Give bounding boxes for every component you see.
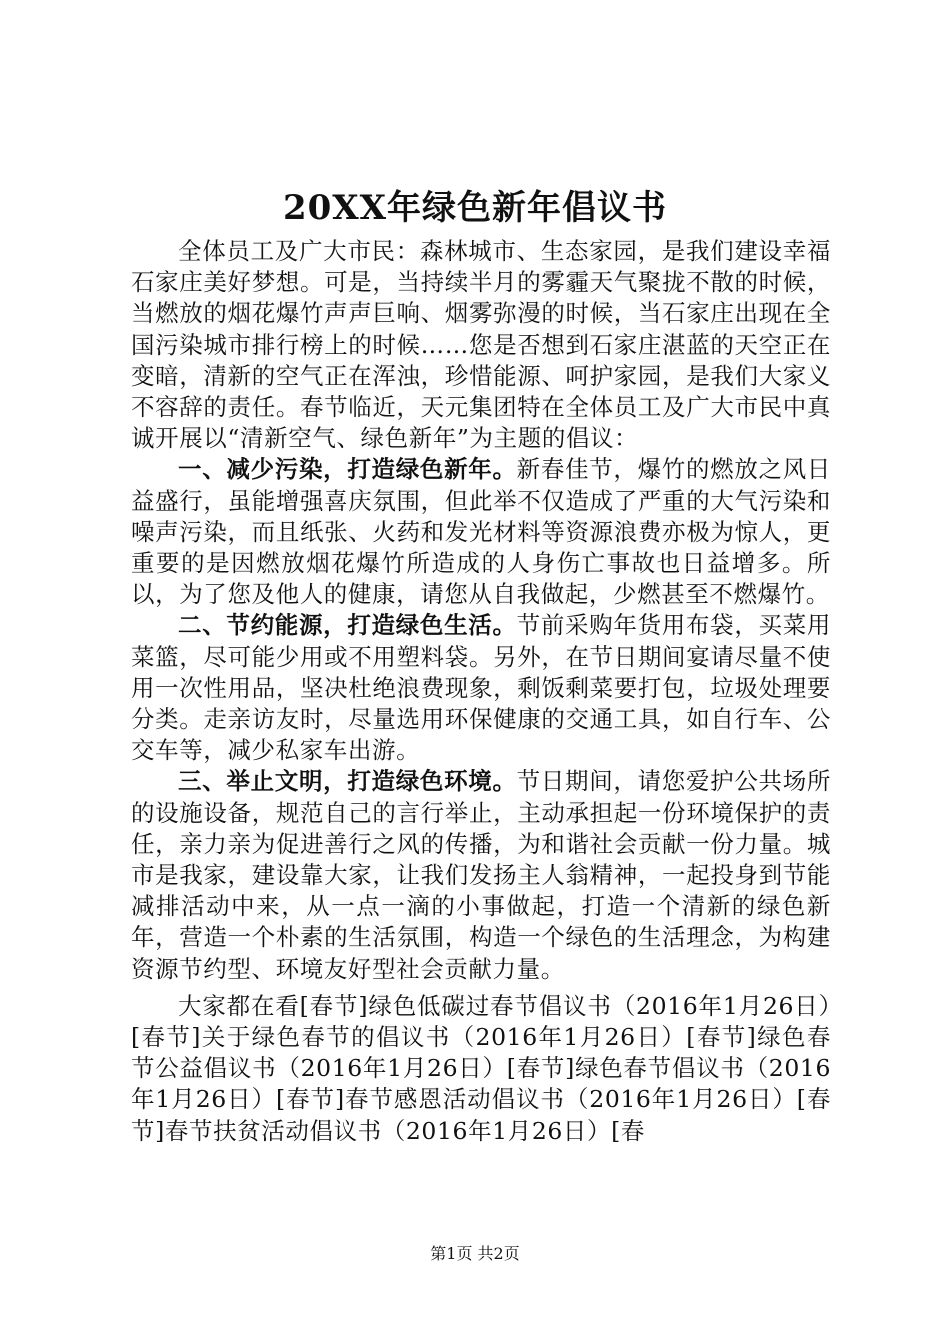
document-title: 20XX年绿色新年倡议书 <box>282 188 668 228</box>
section-heading-2: 二、节约能源，打造绿色生活。 <box>178 611 517 640</box>
section-body-3: 节日期间，请您爱护公共场所的设施设备，规范自己的言行举止，主动承担起一份环境保护的责任，亲力亲为促进善行之风的传播，为和谐社会贡献一份力量。城市是我家，建设靠大家，让我们发扬主人翁精神，一起投身到节能减排活动中来，从一点一滴的小事做起，打造一个清新的绿色新年，营造一个朴素的生活氛围，构造一个绿色的生活理念，为构建资源节约型、环境友好型社会贡献力量。 <box>131 767 831 983</box>
document-body <box>131 236 831 1147</box>
section-body-2: 节前采购年货用布袋，买菜用菜篮，尽可能少用或不用塑料袋。另外，在节日期间宴请尽量不使用一次性用品，坚决杜绝浪费现象，剩饭剩菜要打包，垃圾处理要分类。走亲访友时，尽量选用环保健康的交通工具，如自行车、公交车等，减少私家车出游。 <box>131 611 831 765</box>
section-heading-3: 三、举止文明，打造绿色环境。 <box>178 767 517 796</box>
section-body-1: 新春佳节，爆竹的燃放之风日益盛行，虽能增强喜庆氛围，但此举不仅造成了严重的大气污染和噪声污染，而且纸张、火药和发光材料等资源浪费亦极为惊人，更重要的是因燃放烟花爆竹所造成的人身伤亡事故也日益增多。所以，为了您及他人的健康，请您从自我做起，少燃甚至不燃爆竹。 <box>131 455 831 609</box>
section-paragraph-1 <box>131 454 831 610</box>
section-paragraph-3 <box>131 766 831 984</box>
section-heading-1: 一、减少污染，打造绿色新年。 <box>178 455 517 484</box>
related-articles: 大家都在看[春节]绿色低碳过春节倡议书（2016年1月26日）[春节]关于绿色春节的倡议书（2016年1月26日）[春节]绿色春节公益倡议书（2016年1月26日）[春节]绿色春节倡议书（2016年1月26日）[春节]春节感恩活动倡议书（2016年1月26日）[春节]春节扶贫活动倡议书（2016年1月26日）[春 <box>131 991 831 1145</box>
section-paragraph-2 <box>131 610 831 766</box>
intro-paragraph: 全体员工及广大市民：森林城市、生态家园，是我们建设幸福石家庄美好梦想。可是，当持续半月的雾霾天气聚拢不散的时候，当燃放的烟花爆竹声声巨响、烟雾弥漫的时候，当石家庄出现在全国污染城市排行榜上的时候……您是否想到石家庄湛蓝的天空正在变暗，清新的空气正在浑浊，珍惜能源、呵护家园，是我们大家义不容辞的责任。春节临近，天元集团特在全体员工及广大市民中真诚开展以“清新空气、绿色新年”为主题的倡议： <box>131 237 831 453</box>
page-number: 第1页 共2页 <box>430 1244 520 1263</box>
